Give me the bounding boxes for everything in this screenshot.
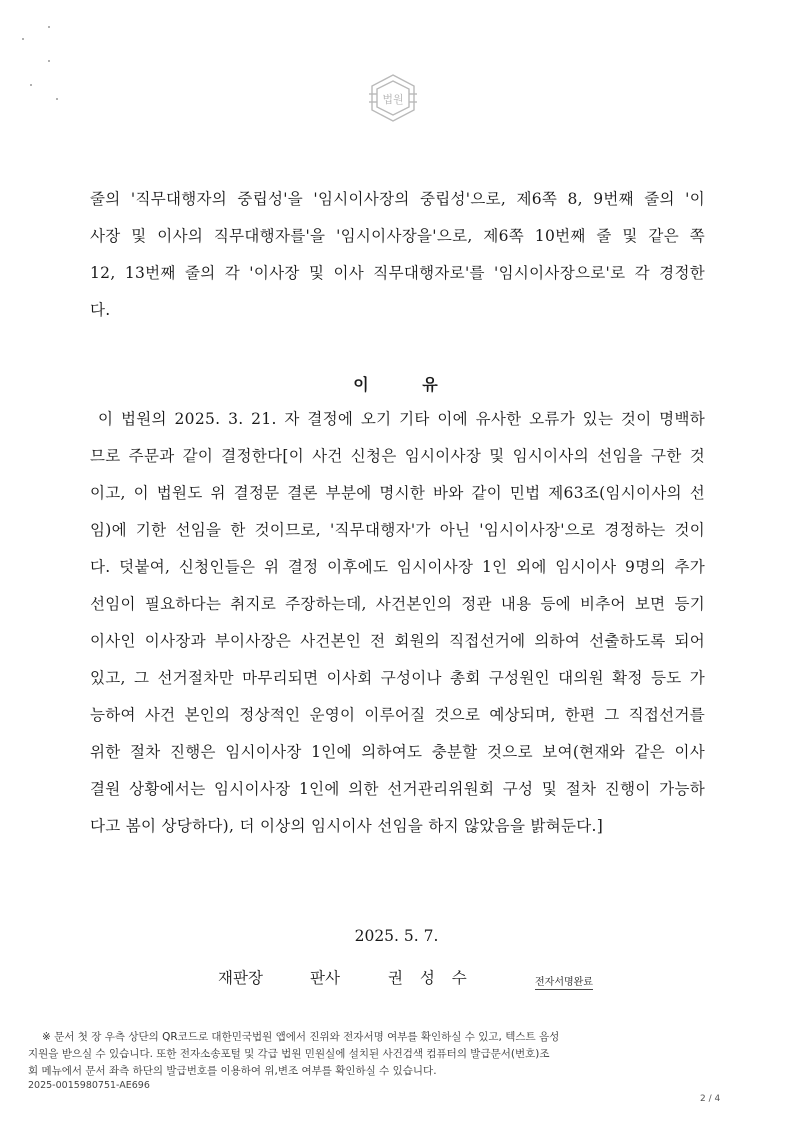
text-line: 이사인 이사장과 부이사장은 사건본인 전 회원의 직접선거에 의하여 선출하도록 되어 bbox=[90, 632, 705, 650]
notice-line: ※ 문서 첫 장 우측 상단의 QR코드로 대한민국법원 앱에서 진위와 전자서명 여부를 확인하실 수 있고, 텍스트 음성 bbox=[42, 1031, 560, 1043]
text-line: 능하여 사건 본인의 정상적인 운영이 이루어질 것으로 예상되며, 한편 그 직접선거를 bbox=[90, 706, 705, 724]
scan-speck bbox=[30, 84, 32, 86]
text-line: 이고, 이 법원도 위 결정문 결론 부분에 명시한 바와 같이 민법 제63조(임시이사의 선 bbox=[90, 484, 705, 502]
text-line: 선임이 필요하다는 취지로 주장하는데, 사건본인의 정관 내용 등에 비추어 보면 등기 bbox=[90, 595, 705, 613]
carryover-paragraph bbox=[90, 181, 705, 329]
reason-heading-char: 유 bbox=[422, 375, 440, 394]
judge-title: 재판장 bbox=[218, 969, 263, 987]
scan-speck bbox=[48, 26, 50, 28]
text-line: 줄의 '직무대행자의 중립성'을 '임시이사장의 중립성'으로, 제6쪽 8, 9번째 줄의 '이 bbox=[90, 190, 705, 208]
reason-heading bbox=[0, 372, 793, 395]
verification-notice bbox=[28, 1029, 723, 1080]
text-line: 임)에 기한 선임을 한 것이므로, '직무대행자'가 아닌 '임시이사장'으로 경정하는 것이 bbox=[90, 521, 705, 539]
scan-speck bbox=[22, 38, 24, 40]
seal-text: 법원 bbox=[382, 93, 404, 106]
document-issue-number: 2025-0015980751-AE696 bbox=[28, 1080, 150, 1091]
page-number: 2 / 4 bbox=[700, 1094, 721, 1104]
judge-name: 권 성 수 bbox=[388, 969, 473, 987]
reason-paragraph bbox=[90, 401, 705, 845]
scan-speck bbox=[56, 98, 58, 100]
scan-speck bbox=[48, 60, 50, 62]
text-line: 위한 절차 진행은 임시이사장 1인에 의하여도 충분할 것으로 보여(현재와 같은 이사 bbox=[90, 743, 705, 761]
notice-line: 회 메뉴에서 문서 좌측 하단의 발급번호를 이용하여 위,변조 여부를 확인하실 수 있습니다. bbox=[28, 1065, 437, 1077]
text-line: 이 법원의 2025. 3. 21. 자 결정에 오기 기타 이에 유사한 오류가 있는 것이 명백하 bbox=[98, 410, 705, 428]
reason-heading-char: 이 bbox=[353, 375, 371, 394]
text-line: 12, 13번째 줄의 각 '이사장 및 이사 직무대행자로'를 '임시이사장으로'로 각 경정한 bbox=[90, 264, 705, 282]
text-line: 있고, 그 선거절차만 마무리되면 이사회 구성이나 총회 구성원인 대의원 확정 등도 가 bbox=[90, 669, 705, 687]
e-signature-mark: 전자서명완료 bbox=[535, 973, 593, 990]
text-line: 다고 봄이 상당하다), 더 이상의 임시이사 선임을 하지 않았음을 밝혀둔다.] bbox=[90, 817, 604, 835]
text-line: 결원 상황에서는 임시이사장 1인에 의한 선거관리위원회 구성 및 절차 진행이 가능하 bbox=[90, 780, 705, 798]
text-line: 므로 주문과 같이 결정한다[이 사건 신청은 임시이사장 및 임시이사의 선임을 구한 것 bbox=[90, 447, 705, 465]
court-seal-icon bbox=[365, 72, 421, 124]
text-line: 다. bbox=[90, 301, 111, 319]
text-line: 다. 덧붙여, 신청인들은 위 결정 이후에도 임시이사장 1인 외에 임시이사 9명의 추가 bbox=[90, 558, 705, 576]
judge-role: 판사 bbox=[310, 969, 340, 987]
text-line: 사장 및 이사의 직무대행자를'을 '임시이사장을'으로, 제6쪽 10번째 줄 및 같은 쪽 bbox=[90, 227, 705, 245]
notice-line: 지원을 받으실 수 있습니다. 또한 전자소송포털 및 각급 법원 민원실에 설치된 사건검색 컴퓨터의 발급문서(번호)조 bbox=[28, 1048, 550, 1060]
decision-date: 2025. 5. 7. bbox=[354, 927, 439, 945]
